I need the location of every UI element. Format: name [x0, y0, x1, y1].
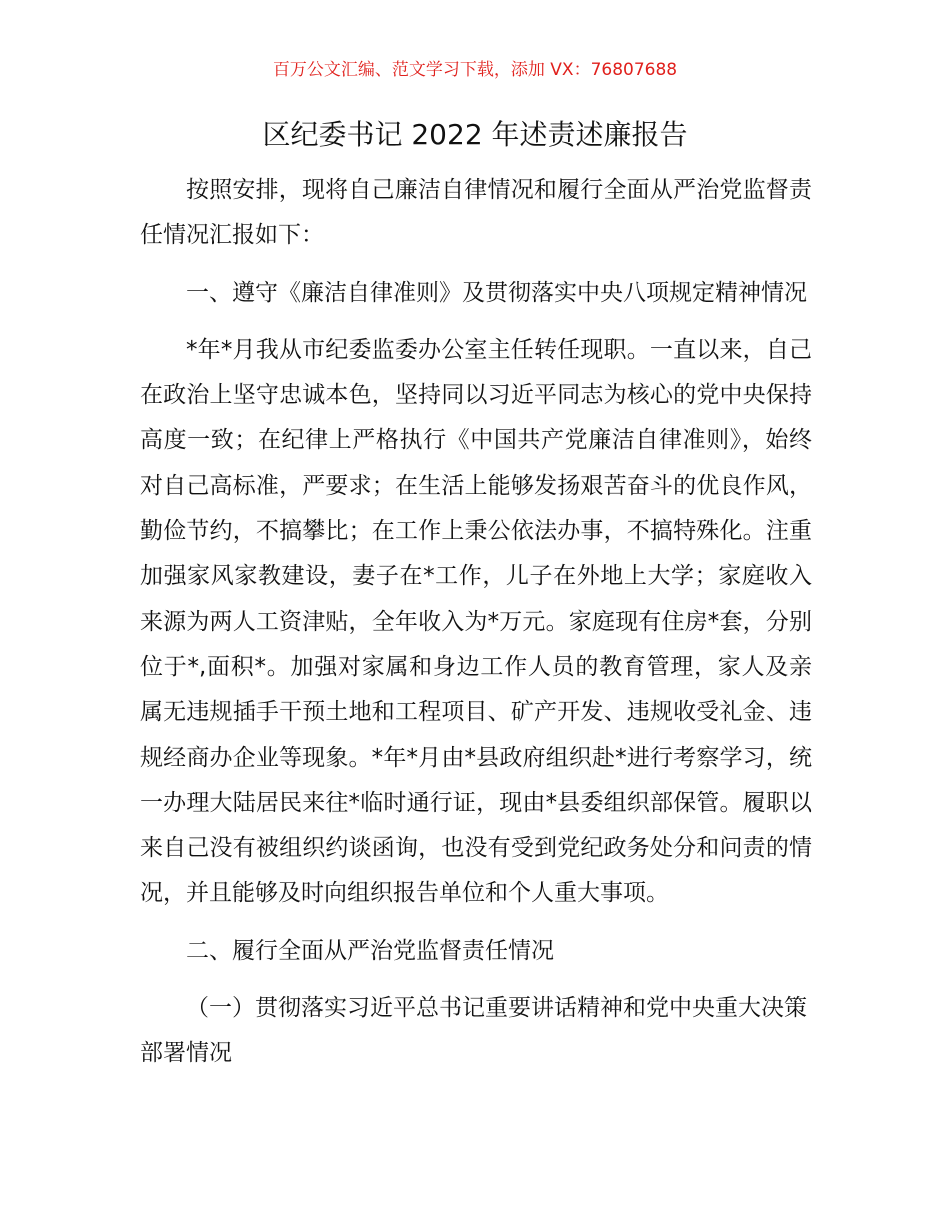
document-title: 区纪委书记 2022 年述责述廉报告 [262, 118, 688, 151]
section-1-heading: 一、遵守《廉洁自律准则》及贯彻落实中央八项规定精神情况 [186, 279, 807, 306]
section-2-heading: 二、履行全面从严治党监督责任情况 [186, 937, 554, 964]
document-body [140, 168, 812, 1089]
section-1-body: *年*月我从市纪委监委办公室主任转任现职。一直以来，自己在政治上坚守忠诚本色，坚持同以习近平同志为核心的党中央保持高度一致；在纪律上严格执行《中国共产党廉洁自律准则》，始终对自己高标准，严要求；在生活上能够发扬艰苦奋斗的优良作风，勤俭节约，不搞攀比；在工作上秉公依法办事，不搞特殊化。注重加强家风家教建设，妻子在*工作，儿子在外地上大学；家庭收入来源为两人工资津贴，全年收入为*万元。家庭现有住房*套，分别位于*,面积*。加强对家属和身边工作人员的教育管理，家人及亲属无违规插手干预土地和工程项目、矿产开发、违规收受礼金、违规经商办企业等现象。*年*月由*县政府组织赴*进行考察学习，统一办理大陆居民来往*临时通行证，现由*县委组织部保管。履职以来自己没有被组织约谈函询，也没有受到党纪政务处分和问责的情况，并且能够及时向组织报告单位和个人重大事项。 [140, 336, 812, 907]
header-banner: 百万公文汇编、范文学习下载，添加 VX：76807688 [272, 60, 678, 80]
subsection-1-heading: （一）贯彻落实习近平总书记重要讲话精神和党中央重大决策部署情况 [140, 995, 807, 1067]
intro-paragraph: 按照安排，现将自己廉洁自律情况和履行全面从严治党监督责任情况汇报如下： [140, 177, 812, 249]
